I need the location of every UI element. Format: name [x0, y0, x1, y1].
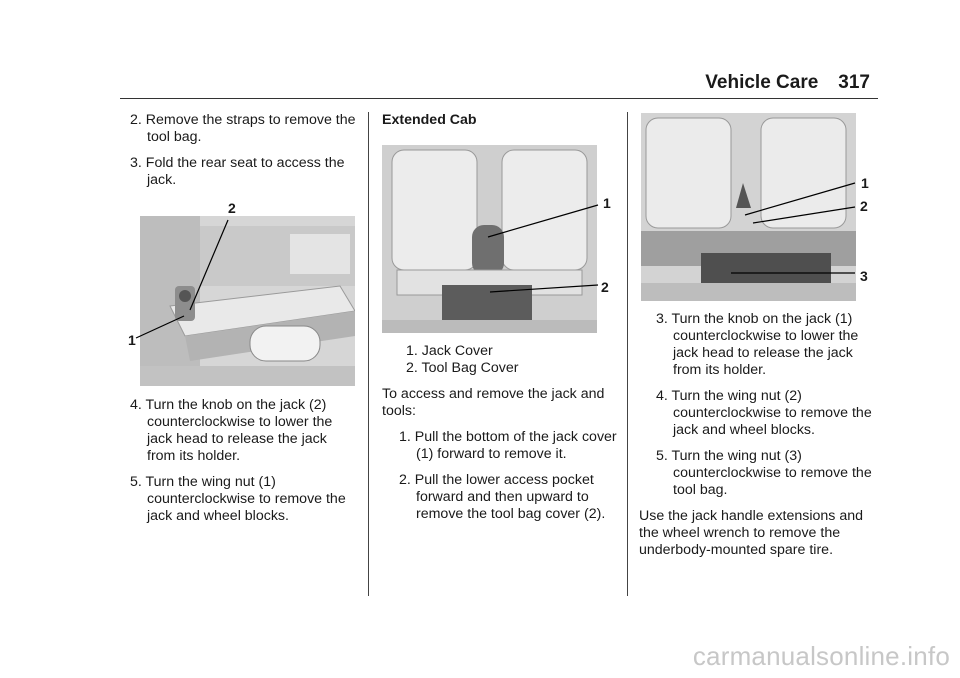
column-3 — [639, 311, 883, 568]
figure-legend — [382, 343, 618, 377]
step-2: 2. Remove the straps to remove the tool bag. — [130, 112, 356, 145]
callout-2: 2 — [601, 279, 609, 295]
legend-item-1: 1. Jack Cover — [406, 343, 493, 359]
step-4: 4. Turn the wing nut (2) counterclockwise to remove the jack and wheel blocks. — [656, 388, 872, 438]
step-3: 3. Turn the knob on the jack (1) counterclockwise to lower the jack head to release the jack from its holder. — [656, 311, 859, 378]
callout-2: 2 — [860, 198, 868, 214]
closing-paragraph: Use the jack handle extensions and the wheel wrench to remove the underbody-mounted spare tire. — [639, 508, 863, 558]
site-watermark: carmanualsonline.info — [692, 641, 950, 671]
step-5: 5. Turn the wing nut (3) counterclockwise to remove the tool bag. — [656, 448, 872, 498]
step-4: 4. Turn the knob on the jack (2) counterclockwise to lower the jack head to release the jack from its holder. — [130, 397, 333, 464]
step-5: 5. Turn the wing nut (1) counterclockwise to remove the jack and wheel blocks. — [130, 474, 346, 524]
legend-item-2: 2. Tool Bag Cover — [406, 360, 519, 376]
column-2 — [382, 112, 618, 138]
step-1: 1. Pull the bottom of the jack cover (1) forward to remove it. — [399, 429, 617, 462]
column-divider-1 — [368, 112, 369, 596]
column-1-lower — [122, 397, 358, 534]
subhead-extended-cab: Extended Cab — [382, 112, 477, 128]
step-2: 2. Pull the lower access pocket forward and then upward to remove the tool bag cover (2). — [399, 472, 606, 522]
step-3: 3. Fold the rear seat to access the jack. — [130, 155, 345, 188]
callout-lines-fig3 — [725, 175, 860, 285]
callout-lines-fig1 — [120, 200, 250, 360]
column-2-lower — [382, 343, 618, 532]
column-divider-2 — [627, 112, 628, 596]
callout-2: 2 — [228, 200, 236, 216]
callout-lines-fig2 — [480, 195, 605, 305]
page-header — [685, 72, 870, 94]
header-rule — [120, 98, 878, 99]
callout-1: 1 — [128, 332, 136, 348]
callout-1: 1 — [603, 195, 611, 211]
section-title: Vehicle Care — [705, 72, 819, 93]
page-number: 317 — [838, 72, 870, 93]
callout-3: 3 — [860, 268, 868, 284]
callout-1: 1 — [861, 175, 869, 191]
column-1 — [122, 112, 358, 198]
intro-paragraph: To access and remove the jack and tools: — [382, 386, 605, 419]
